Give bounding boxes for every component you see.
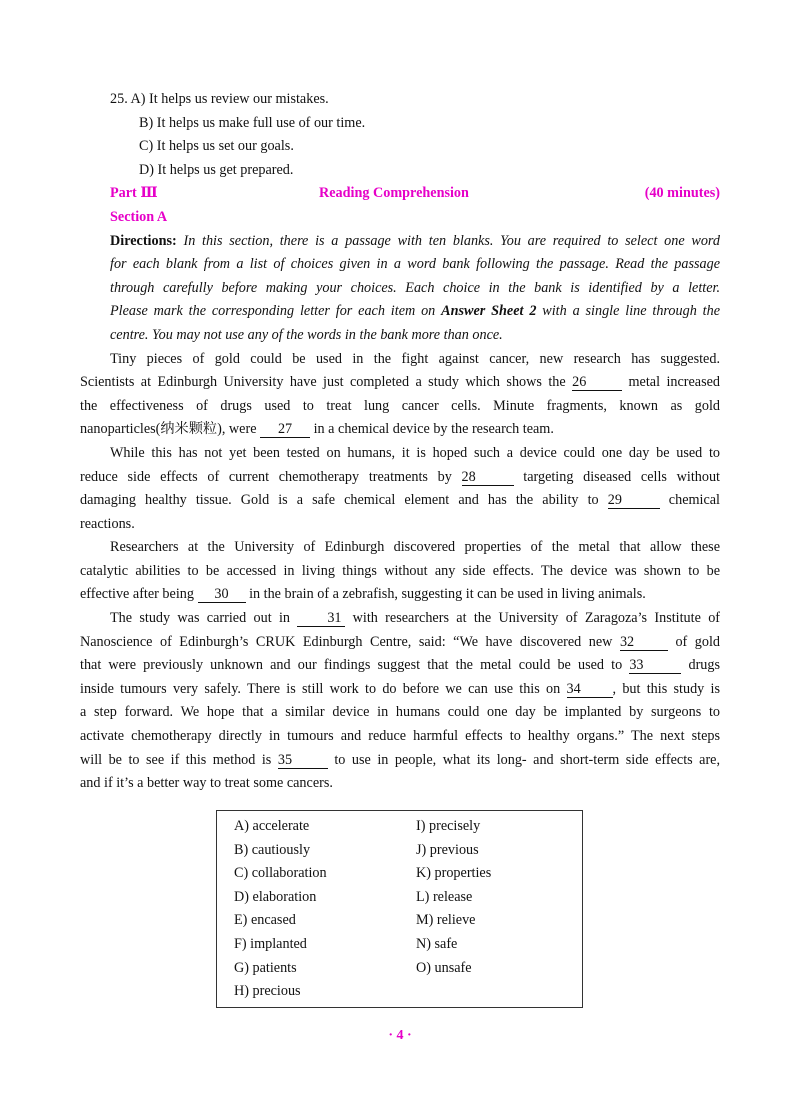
passage-text: with researchers at the University of Zaragoza’s Institute of <box>352 610 721 627</box>
word-bank-column-1 <box>234 815 327 1004</box>
option-b: B) It helps us make full use of our time. <box>139 114 366 131</box>
part-time: (40 minutes) <box>644 185 720 202</box>
passage-text: inside tumours very safely. There is still work to do before we can use this on <box>80 680 561 697</box>
directions-line-3: through carefully before making your choices. Each choice in the bank is identified by a letter. <box>110 279 720 296</box>
passage-text: reduce side effects of current chemotherapy treatments by <box>80 468 452 485</box>
blank-31[interactable]: 31 <box>297 610 345 627</box>
p4-line-4 <box>80 678 720 702</box>
p3-line-1: Researchers at the University of Edinburgh discovered properties of the metal that allow these <box>110 539 720 556</box>
word-bank-item: B) cautiously <box>234 841 311 858</box>
word-bank-item: H) precious <box>234 983 301 1000</box>
exam-page <box>80 88 720 796</box>
blank-26[interactable]: 26 <box>572 374 622 391</box>
word-bank-item: I) precisely <box>416 818 481 834</box>
word-bank-item: G) patients <box>234 959 297 976</box>
passage-text: The study was carried out in <box>110 610 290 627</box>
word-bank-item: L) release <box>416 888 473 905</box>
word-bank-item: M) relieve <box>416 912 476 929</box>
directions-line-5: centre. You may not use any of the words in the bank more than once. <box>110 326 503 343</box>
word-bank-item: N) safe <box>416 935 458 952</box>
blank-28[interactable]: 28 <box>462 469 514 486</box>
p2-line-3 <box>80 489 720 513</box>
passage-text: to use in people, what its long- and short-term side effects are, <box>334 751 721 768</box>
passage-text: targeting diseased cells without <box>523 468 720 485</box>
part-label: Part Ⅲ <box>110 185 158 202</box>
p1-line-3: the effectiveness of drugs used to treat lung cancer cells. Minute fragments, known as gold <box>80 397 720 414</box>
word-bank-item: C) collaboration <box>234 865 327 882</box>
blank-34[interactable]: 34 <box>567 681 613 698</box>
word-bank <box>216 810 583 1008</box>
passage-text: that were previously unknown and our findings suggest that the metal could be used to <box>80 657 623 674</box>
passage-text: will be to see if this method is <box>80 751 272 768</box>
directions-line-4 <box>80 300 720 324</box>
blank-35[interactable]: 35 <box>278 752 328 769</box>
word-bank-item: O) unsafe <box>416 959 472 976</box>
passage-text: chemical <box>668 492 720 509</box>
word-bank-item: E) encased <box>234 912 296 929</box>
passage-text: effective after being <box>80 586 194 603</box>
passage-text: drugs <box>688 657 721 674</box>
word-bank-item: K) properties <box>416 865 492 882</box>
word-bank-item: F) implanted <box>234 935 307 952</box>
part-header <box>80 182 720 206</box>
p2-line-1: While this has not yet been tested on humans, it is hoped such a device could one day be used to <box>110 444 720 461</box>
p2-line-4: reactions. <box>80 515 135 532</box>
directions-label: Directions: <box>110 232 177 249</box>
word-bank-item: D) elaboration <box>234 888 317 905</box>
directions-text: Please mark the corresponding letter for each item on <box>110 303 436 320</box>
option-d: D) It helps us get prepared. <box>139 161 294 178</box>
passage-text: of gold <box>675 633 721 650</box>
directions-text: with a single line through the <box>542 303 720 320</box>
p4-line-3 <box>80 654 720 678</box>
question-25 <box>80 88 720 112</box>
p4-line-2 <box>80 631 720 655</box>
passage-text: damaging healthy tissue. Gold is a safe chemical element and has the ability to <box>80 492 599 509</box>
question-number: 25. <box>110 91 128 107</box>
p4-line-7 <box>80 749 720 773</box>
p3-line-2: catalytic abilities to be accessed in living things without any side effects. The device was shown to be <box>80 562 720 579</box>
blank-30[interactable]: 30 <box>198 586 246 603</box>
passage-text: in a chemical device by the research team. <box>313 421 554 438</box>
passage-text: nanoparticles(纳米颗粒), were <box>80 421 257 438</box>
p1-line-4 <box>80 418 720 442</box>
directions-line-2: for each blank from a list of choices given in a word bank following the passage. Read the passage <box>110 256 720 273</box>
passage-text: metal increased <box>628 374 721 391</box>
passage-text: Nanoscience of Edinburgh’s CRUK Edinburgh Centre, said: “We have discovered new <box>80 633 613 650</box>
page-number: · 4 · <box>388 1028 412 1043</box>
answer-sheet-ref: Answer Sheet 2 <box>441 303 537 320</box>
passage-text: , but this study is <box>612 680 720 697</box>
p4-line-5: a step forward. We hope that a similar device in humans could one day be implanted by surgeons to <box>80 704 720 721</box>
blank-27[interactable]: 27 <box>260 421 310 438</box>
option-a: A) It helps us review our mistakes. <box>130 91 329 107</box>
blank-32[interactable]: 32 <box>620 634 668 651</box>
p3-line-3 <box>80 583 720 607</box>
option-c: C) It helps us set our goals. <box>139 138 294 155</box>
passage-text: in the brain of a zebrafish, suggesting it can be used in living animals. <box>249 586 646 603</box>
directions-text: In this section, there is a passage with ten blanks. You are required to select one word <box>183 232 721 249</box>
p2-line-2 <box>80 466 720 490</box>
word-bank-item: J) previous <box>416 841 479 858</box>
section-title: Section A <box>110 208 168 225</box>
word-bank-column-2 <box>416 815 491 980</box>
blank-33[interactable]: 33 <box>629 657 681 674</box>
word-bank-item: A) accelerate <box>234 818 310 834</box>
p1-line-1: Tiny pieces of gold could be used in the fight against cancer, new research has suggested. <box>110 350 720 367</box>
p1-line-2 <box>80 371 720 395</box>
blank-29[interactable]: 29 <box>608 492 660 509</box>
p4-line-1 <box>80 607 720 631</box>
passage-text: Scientists at Edinburgh University have just completed a study which shows the <box>80 374 566 391</box>
p4-line-6: activate chemotherapy directly in tumours and reduce harmful effects to healthy organs.” The next steps <box>80 728 720 745</box>
p4-line-8: and if it’s a better way to treat some cancers. <box>80 775 333 792</box>
part-title: Reading Comprehension <box>319 185 469 202</box>
directions-line-1 <box>80 230 720 254</box>
